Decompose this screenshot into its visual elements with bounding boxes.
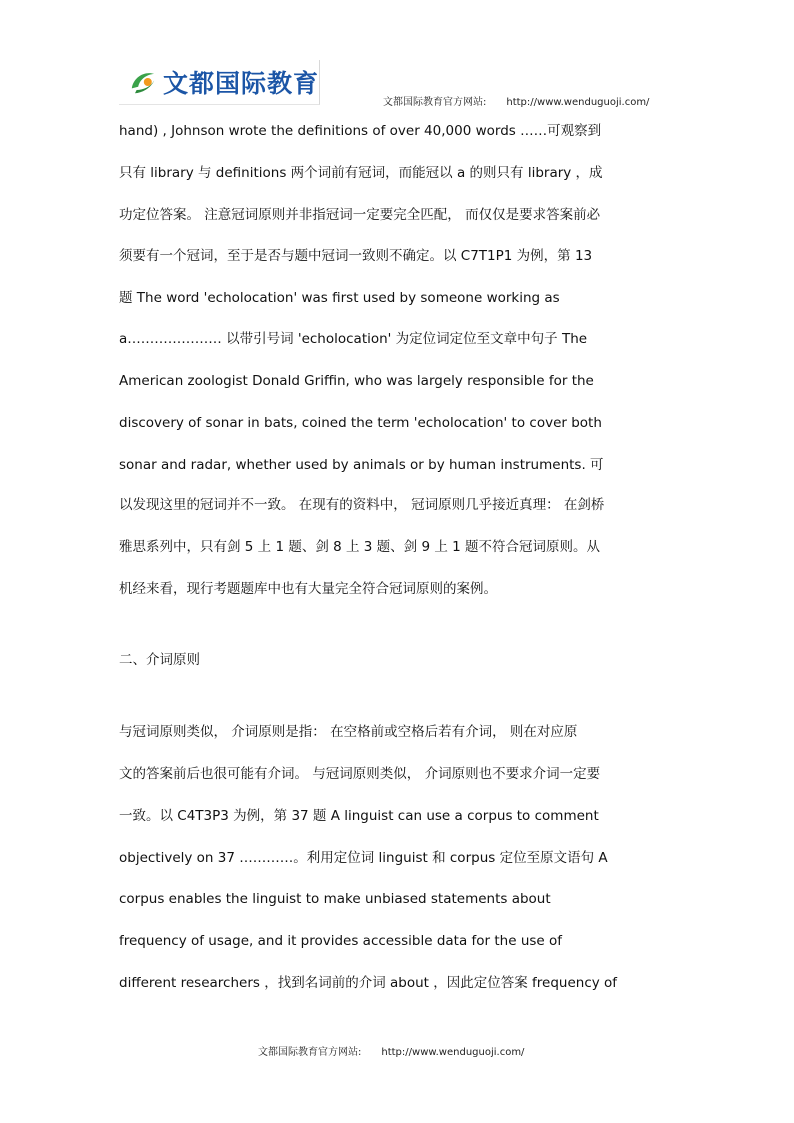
body-line: 须要有一个冠词，至于是否与题中冠词一致则不确定。以 C7T1P1 为例，第 13 bbox=[119, 248, 593, 264]
body-line: 以发现这里的冠词并不一致。 在现有的资料中， 冠词原则几乎接近真理： 在剑桥 bbox=[119, 497, 605, 513]
header-site-label: 文都国际教育官方网站: bbox=[383, 97, 487, 108]
body-line: 文的答案前后也很可能有介词。 与冠词原则类似， 介词原则也不要求介词一定要 bbox=[119, 766, 601, 782]
footer-site-url[interactable]: http://www.wenduguoji.com/ bbox=[381, 1047, 525, 1058]
section-heading: 二、介词原则 bbox=[119, 652, 200, 668]
logo-text: 文都国际教育 bbox=[162, 69, 319, 98]
footer-site-info bbox=[258, 1043, 524, 1058]
body-line: 与冠词原则类似， 介词原则是指： 在空格前或空格后若有介词， 则在对应原 bbox=[119, 724, 578, 740]
footer-site-label: 文都国际教育官方网站: bbox=[258, 1047, 362, 1058]
body-line: a………………… 以带引号词 'echolocation' 为定位词定位至文章中句子 The bbox=[119, 331, 588, 347]
body-line: 只有 library 与 definitions 两个词前有冠词，而能冠以 a 的则只有 library ，成 bbox=[119, 165, 603, 181]
body-line: discovery of sonar in bats, coined the term 'echolocation' to cover both bbox=[119, 415, 602, 431]
body-line: American zoologist Donald Griffin, who was largely responsible for the bbox=[119, 373, 594, 389]
logo bbox=[119, 60, 320, 105]
body-line: 机经来看，现行考题题库中也有大量完全符合冠词原则的案例。 bbox=[119, 581, 497, 597]
body-line: 题 The word 'echolocation' was first used by someone working as bbox=[119, 290, 560, 306]
body-line: hand) , Johnson wrote the definitions of over 40,000 words ……可观察到 bbox=[119, 123, 602, 139]
body-line: different researchers ，找到名词前的介词 about ，因此定位答案 frequency of bbox=[119, 975, 618, 991]
body-line: corpus enables the linguist to make unbiased statements about bbox=[119, 891, 551, 907]
body-line: 一致。以 C4T3P3 为例，第 37 题 A linguist can use a corpus to comment bbox=[119, 808, 599, 824]
body-line: 雅思系列中，只有剑 5 上 1 题、剑 8 上 3 题、剑 9 上 1 题不符合冠词原则。从 bbox=[119, 539, 601, 555]
body-line: 功定位答案。 注意冠词原则并非指冠词一定要完全匹配， 而仅仅是要求答案前必 bbox=[119, 207, 601, 223]
body-line: sonar and radar, whether used by animals or by human instruments. 可 bbox=[119, 457, 604, 473]
header-site-info bbox=[383, 93, 649, 108]
body-line: objectively on 37 …………。利用定位词 linguist 和 corpus 定位至原文语句 A bbox=[119, 850, 608, 866]
logo-swirl-icon bbox=[127, 62, 159, 102]
header-site-url[interactable]: http://www.wenduguoji.com/ bbox=[506, 97, 650, 108]
body-line: frequency of usage, and it provides accessible data for the use of bbox=[119, 933, 563, 949]
